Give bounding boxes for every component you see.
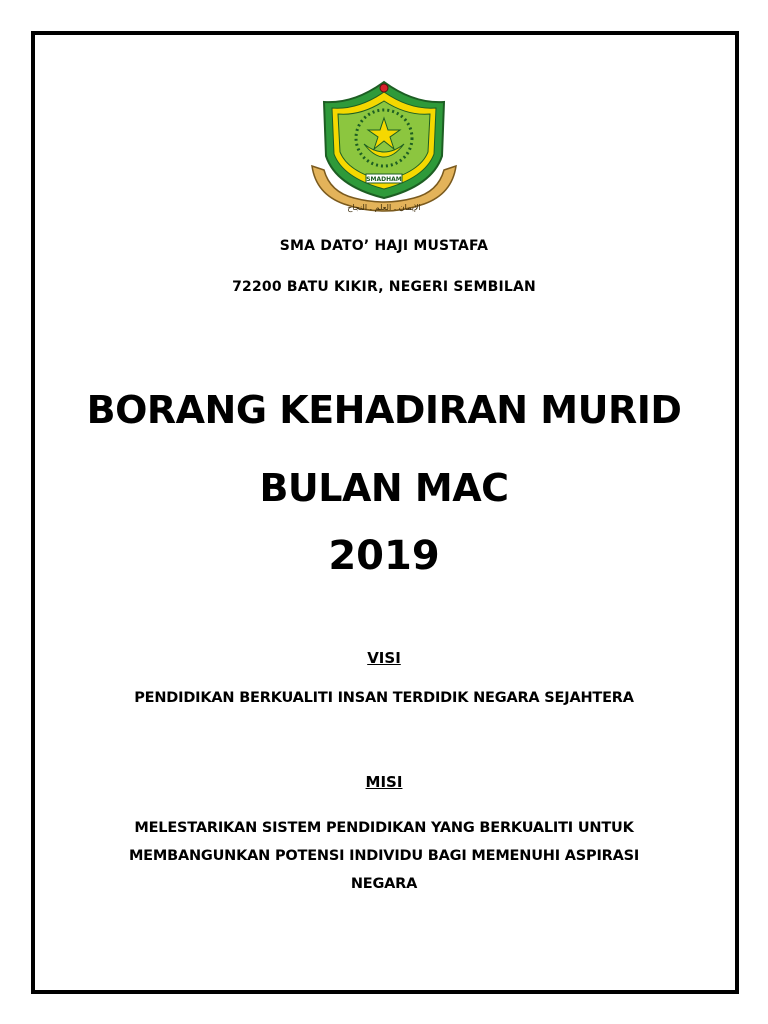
- document-subtitle-month: BULAN MAC: [259, 466, 509, 510]
- svg-text:الإيمان . العلم . النجاح: الإيمان . العلم . النجاح: [347, 203, 421, 212]
- misi-text: [0, 814, 768, 898]
- misi-line: MEMBANGUNKAN POTENSI INDIVIDU BAGI MEMENUHI ASPIRASI: [128, 848, 640, 864]
- visi-text: PENDIDIKAN BERKUALITI INSAN TERDIDIK NEGARA SEJAHTERA: [134, 690, 634, 706]
- visi-heading: VISI: [367, 649, 401, 667]
- document-year: 2019: [328, 533, 440, 579]
- misi-line: NEGARA: [350, 876, 418, 892]
- school-address: 72200 BATU KIKIR, NEGERI SEMBILAN: [232, 279, 536, 295]
- school-crest-icon: [304, 74, 464, 224]
- misi-line: MELESTARIKAN SISTEM PENDIDIKAN YANG BERKUALITI UNTUK: [134, 820, 634, 836]
- svg-text:SMADHAM: SMADHAM: [366, 176, 402, 183]
- document-title: BORANG KEHADIRAN MURID: [86, 388, 682, 432]
- misi-heading: MISI: [365, 773, 403, 791]
- school-name: SMA DATO’ HAJI MUSTAFA: [279, 238, 489, 254]
